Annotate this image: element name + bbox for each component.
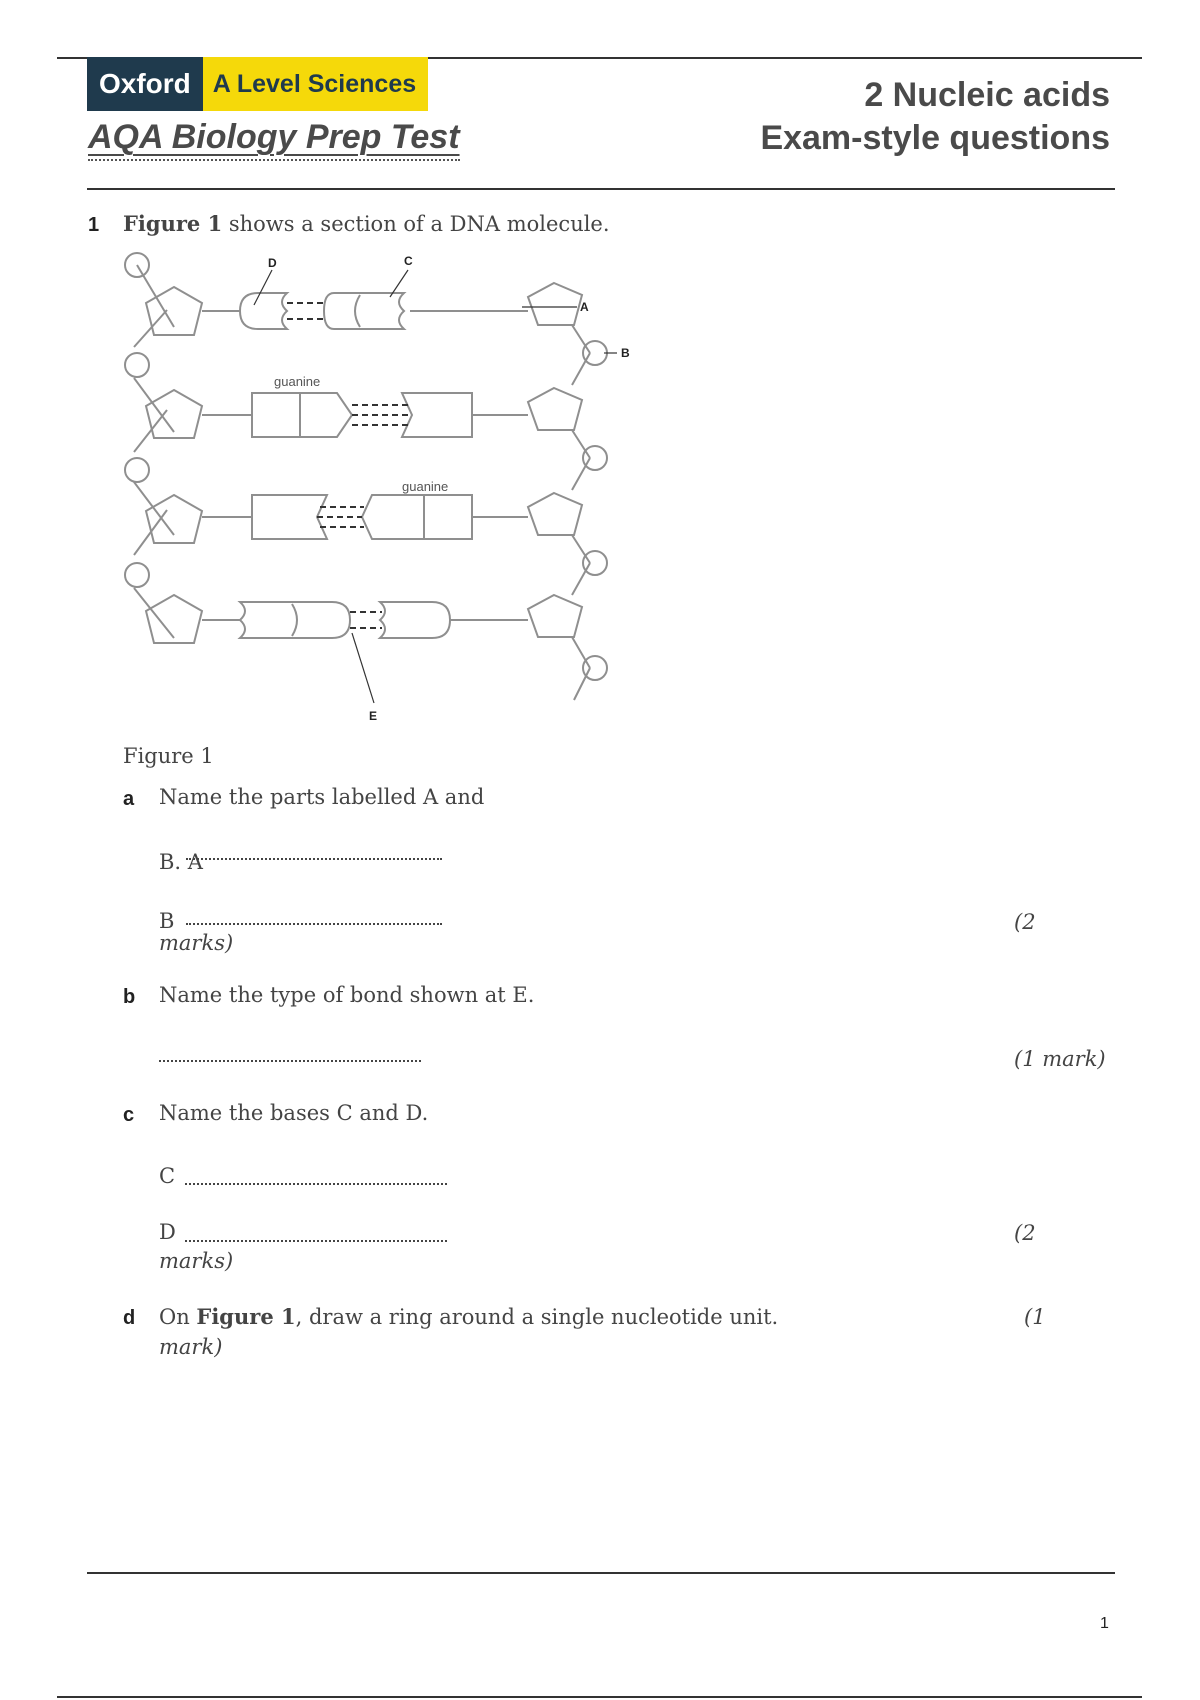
part-d-text-pre: On: [159, 1305, 197, 1329]
part-a-answer-line-1[interactable]: [186, 858, 442, 860]
part-c-text: Name the bases C and D.: [159, 1101, 429, 1125]
part-d-text: [159, 1304, 778, 1329]
question-stem: [123, 211, 610, 236]
part-d-figure-reference: Figure 1: [196, 1304, 296, 1329]
part-a-text: Name the parts labelled A and: [159, 785, 485, 809]
part-d-marks: (1: [1024, 1305, 1046, 1329]
part-b-answer-line[interactable]: [159, 1060, 421, 1062]
question-number: 1: [88, 214, 100, 236]
part-a-answer-prefix-1: B. A: [159, 850, 203, 874]
label-c: C: [404, 254, 413, 268]
part-d-marks-cont: mark): [159, 1335, 223, 1359]
figure-reference: Figure 1: [123, 211, 223, 236]
part-b-text: Name the type of bond shown at E.: [159, 983, 535, 1007]
part-d-text-post: , draw a ring around a single nucleotide unit.: [295, 1305, 779, 1329]
chapter-title: 2 Nucleic acids: [864, 76, 1110, 114]
brand-sciences: A Level Sciences: [203, 57, 428, 111]
label-b: B: [621, 346, 630, 360]
part-c-answer-prefix-2: D: [159, 1220, 176, 1244]
footer-rule: [87, 1572, 1115, 1574]
figure-caption: Figure 1: [123, 744, 214, 768]
dna-figure: [112, 245, 652, 739]
header-rule: [87, 188, 1115, 190]
part-c-marks: (2: [1014, 1221, 1036, 1245]
section-title: Exam-style questions: [760, 119, 1110, 157]
guanine-label-2: guanine: [402, 479, 449, 494]
part-a-letter: a: [123, 788, 135, 810]
test-title: AQA Biology Prep Test: [88, 118, 460, 161]
page-number: 1: [1100, 1615, 1109, 1632]
part-a-marks: (2: [1014, 910, 1036, 934]
label-a: A: [580, 300, 589, 314]
part-a-answer-prefix-2: B: [159, 909, 175, 933]
part-c-answer-prefix-1: C: [159, 1164, 176, 1188]
brand-oxford: Oxford: [87, 57, 203, 111]
label-d: D: [268, 256, 277, 270]
label-e: E: [369, 709, 378, 723]
part-a-answer-line-2[interactable]: [186, 923, 442, 925]
part-c-marks-cont: marks): [159, 1249, 234, 1273]
part-a-marks-cont: marks): [159, 931, 234, 955]
brand-logo: [87, 57, 428, 111]
question-stem-text: shows a section of a DNA molecule.: [222, 212, 610, 236]
guanine-label-1: guanine: [274, 374, 321, 389]
part-d-letter: d: [123, 1307, 136, 1329]
part-b-letter: b: [123, 986, 136, 1008]
part-c-letter: c: [123, 1104, 135, 1126]
part-c-answer-line-2[interactable]: [185, 1240, 447, 1242]
part-b-marks: (1 mark): [1014, 1047, 1106, 1071]
bottom-rule: [57, 1696, 1142, 1698]
part-c-answer-line-1[interactable]: [185, 1183, 447, 1185]
